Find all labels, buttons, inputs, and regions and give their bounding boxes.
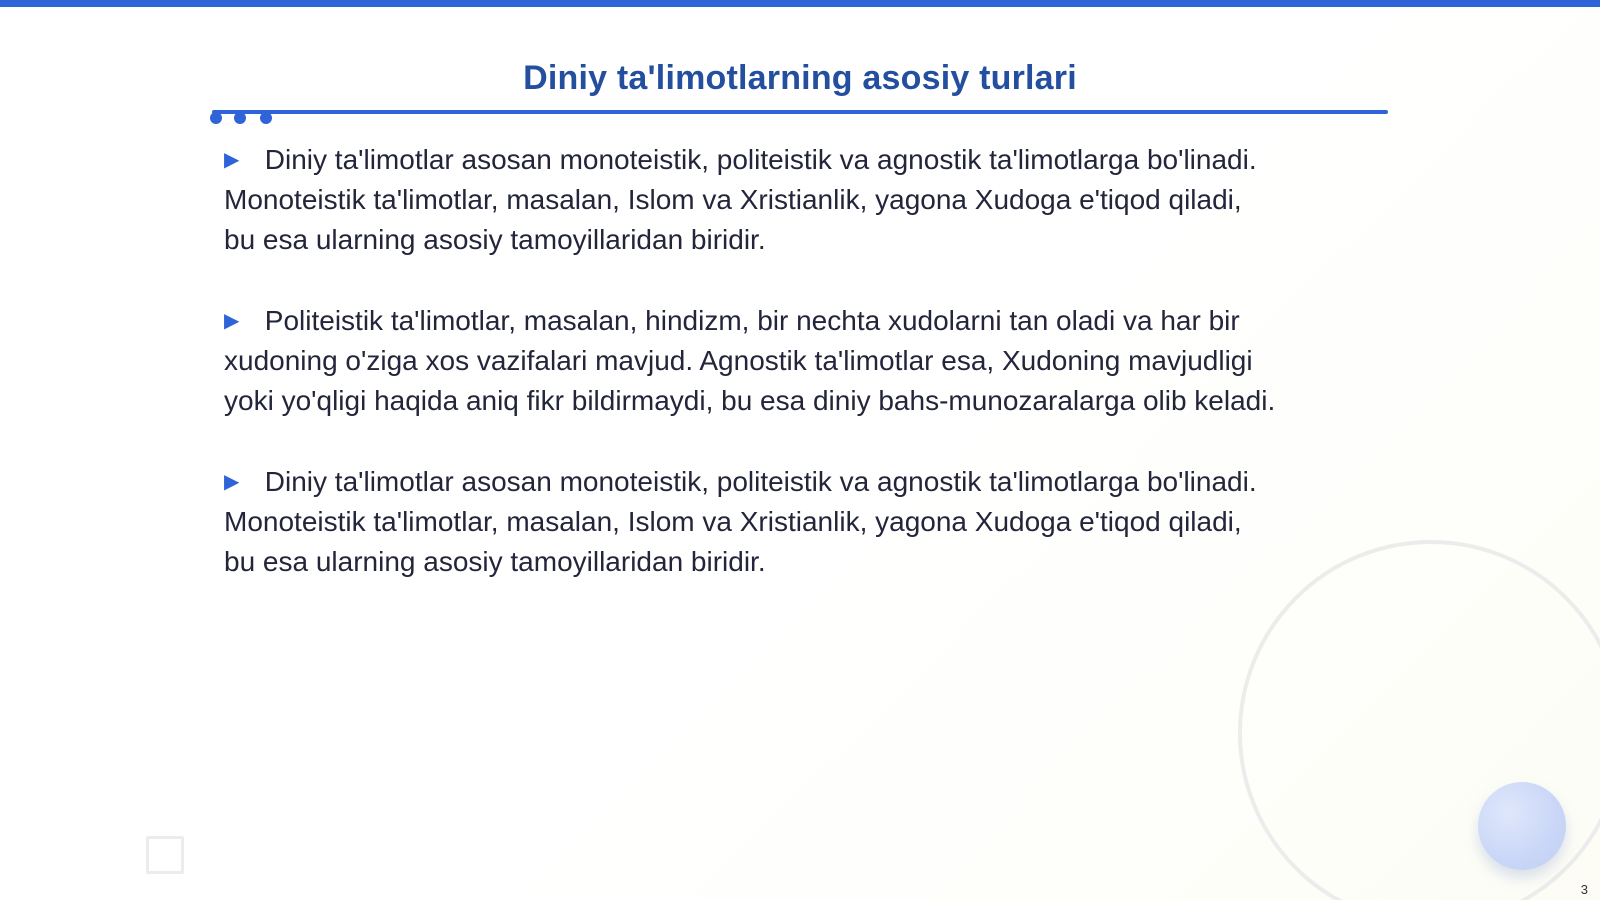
triangle-right-icon: ▶ — [224, 471, 240, 493]
bullet-text-line: bu esa ularning asosiy tamoyillaridan biridir. — [224, 224, 766, 255]
triangle-right-icon: ▶ — [224, 149, 240, 171]
title-underline — [212, 110, 1388, 114]
decorative-square — [146, 836, 184, 874]
title-decoration-dot — [260, 112, 272, 124]
bullet-text-line: Diniy ta'limotlar asosan monoteistik, politeistik va agnostik ta'limotlarga bo'linadi. — [264, 144, 1257, 175]
bullet-text-line: Monoteistik ta'limotlar, masalan, Islom va Xristianlik, yagona Xudoga e'tiqod qiladi, — [224, 184, 1242, 215]
title-decoration-dot — [234, 112, 246, 124]
top-accent-bar — [0, 0, 1600, 7]
decorative-circle — [1478, 782, 1566, 870]
bullet-item — [224, 462, 1384, 582]
slide-title: Diniy ta'limotlarning asosiy turlari — [523, 59, 1077, 97]
bullet-item — [224, 301, 1384, 421]
bullet-text-line: xudoning o'ziga xos vazifalari mavjud. Agnostik ta'limotlar esa, Xudoning mavjudligi — [224, 345, 1253, 376]
bullet-text-line: Politeistik ta'limotlar, masalan, hindizm, bir nechta xudolarni tan oladi va har bir — [264, 305, 1240, 336]
bullet-list — [224, 140, 1384, 623]
title-decoration-dot — [210, 112, 222, 124]
triangle-right-icon: ▶ — [224, 310, 240, 332]
page-number: 3 — [1580, 882, 1588, 897]
bullet-item — [224, 140, 1384, 260]
bullet-text-line: Monoteistik ta'limotlar, masalan, Islom va Xristianlik, yagona Xudoga e'tiqod qiladi, — [224, 506, 1242, 537]
bullet-text-line: bu esa ularning asosiy tamoyillaridan biridir. — [224, 546, 766, 577]
bullet-text-line: yoki yo'qligi haqida aniq fikr bildirmaydi, bu esa diniy bahs-munozaralarga olib keladi. — [224, 385, 1276, 416]
bullet-text-line: Diniy ta'limotlar asosan monoteistik, politeistik va agnostik ta'limotlarga bo'linadi. — [264, 466, 1257, 497]
